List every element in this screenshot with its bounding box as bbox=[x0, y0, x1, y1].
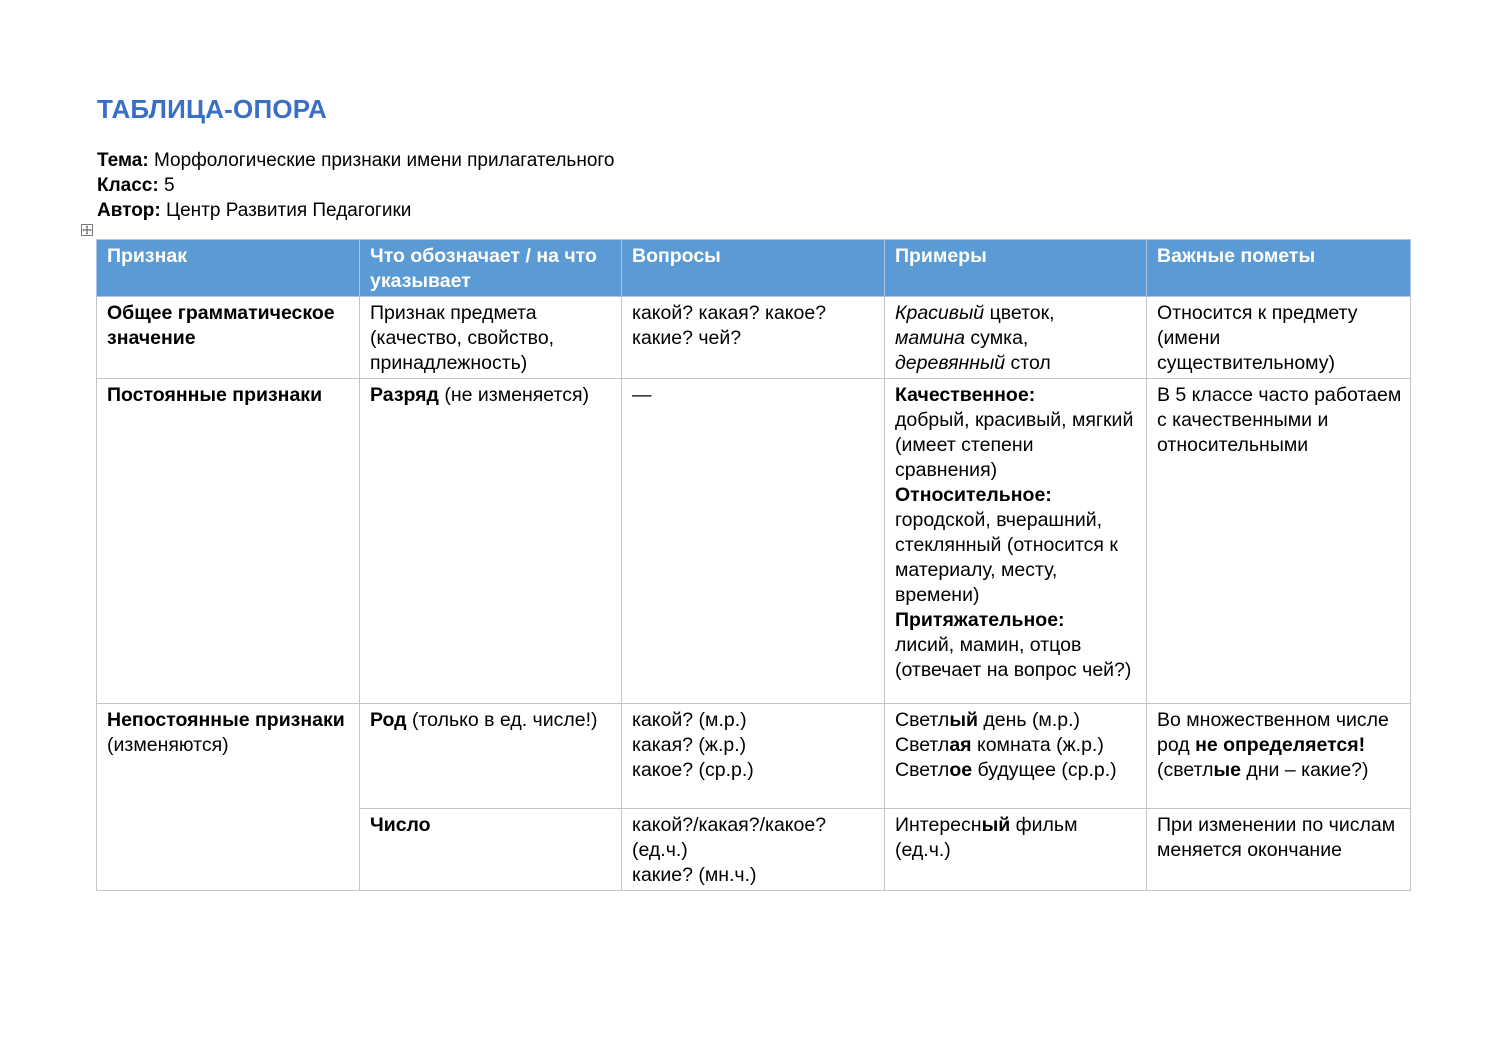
category-heading: Относительное: bbox=[895, 484, 1052, 506]
header-feature: Признак bbox=[97, 240, 360, 297]
meta-topic bbox=[97, 148, 614, 173]
example-noun: стол bbox=[1005, 352, 1051, 374]
cell-feature bbox=[97, 704, 360, 891]
question-line: какой? (м.р.) bbox=[632, 709, 747, 731]
example-adjective: деревянный bbox=[895, 352, 1006, 374]
example-rest: будущее (ср.р.) bbox=[972, 759, 1117, 781]
question-line: какое? (ср.р.) bbox=[632, 759, 754, 781]
cell-feature: Постоянные признаки bbox=[97, 379, 360, 704]
example-adjective: Красивый bbox=[895, 302, 985, 324]
cell-examples bbox=[885, 297, 1147, 379]
example-ending: ое bbox=[949, 759, 973, 781]
meaning-note: (только в ед. числе!) bbox=[406, 709, 598, 731]
category-text: городской, вчерашний, стеклянный (относится к материалу, месту, времени) bbox=[895, 509, 1118, 606]
cell-meaning bbox=[360, 704, 622, 809]
header-meaning: Что обозначает / на что указывает bbox=[360, 240, 622, 297]
example-rest: комната (ж.р.) bbox=[971, 734, 1104, 756]
example-rest: фильм (ед.ч.) bbox=[895, 814, 1078, 861]
category-text: лисий, мамин, отцов (отвечает на вопрос чей?) bbox=[895, 634, 1132, 681]
example-stem: Светл bbox=[895, 734, 950, 756]
example-noun: сумка, bbox=[965, 327, 1029, 349]
meaning-note: (не изменяется) bbox=[438, 384, 590, 406]
example-ending: ый bbox=[949, 709, 978, 731]
example-stem: Интересн bbox=[895, 814, 982, 836]
table-row bbox=[97, 704, 1411, 809]
meaning-term: Род bbox=[370, 709, 407, 731]
example-line bbox=[895, 326, 1138, 351]
example-line bbox=[895, 758, 1138, 783]
cell-feature: Общее грамматическое значение bbox=[97, 297, 360, 379]
feature-note: (изменяются) bbox=[107, 734, 229, 756]
example-line bbox=[895, 708, 1138, 733]
note-example bbox=[1157, 758, 1402, 783]
table-row bbox=[97, 379, 1411, 704]
example-ending: ая bbox=[949, 734, 972, 756]
header-examples: Примеры bbox=[885, 240, 1147, 297]
note-example-ending: ые bbox=[1213, 759, 1241, 781]
cell-examples bbox=[885, 809, 1147, 891]
question-line: какой?/какая?/какое? (ед.ч.) bbox=[632, 814, 827, 861]
meta-topic-key: Тема: bbox=[97, 150, 149, 171]
category-heading: Притяжательное: bbox=[895, 609, 1065, 631]
example-line bbox=[895, 351, 1138, 376]
note-example-rest: дни – какие?) bbox=[1240, 759, 1369, 781]
example-noun: цветок, bbox=[984, 302, 1055, 324]
cell-notes bbox=[1147, 704, 1411, 809]
cell-meaning: Признак предмета (качество, свойство, принадлежность) bbox=[360, 297, 622, 379]
meta-grade-value: 5 bbox=[158, 175, 175, 196]
note-example-stem: (светл bbox=[1157, 759, 1214, 781]
note-text: Во множественном числе род bbox=[1157, 709, 1389, 756]
header-notes: Важные пометы bbox=[1147, 240, 1411, 297]
example-line bbox=[895, 733, 1138, 758]
question-line: какая? (ж.р.) bbox=[632, 734, 747, 756]
cell-examples bbox=[885, 704, 1147, 809]
question-line: какие? (мн.ч.) bbox=[632, 864, 757, 886]
cell-meaning: Число bbox=[360, 809, 622, 891]
example-stem: Светл bbox=[895, 759, 950, 781]
example-line bbox=[895, 301, 1138, 326]
example-rest: день (м.р.) bbox=[977, 709, 1081, 731]
cell-questions bbox=[622, 809, 885, 891]
document-meta bbox=[97, 148, 614, 223]
meta-author-value: Центр Развития Педагогики bbox=[160, 200, 412, 221]
cell-meaning bbox=[360, 379, 622, 704]
table-header-row bbox=[97, 240, 1411, 297]
cell-questions: какой? какая? какое? какие? чей? bbox=[622, 297, 885, 379]
table-move-handle-icon[interactable] bbox=[81, 224, 93, 236]
meta-topic-value: Морфологические признаки имени прилагательного bbox=[148, 150, 615, 171]
meaning-term: Разряд bbox=[370, 384, 439, 406]
cell-examples bbox=[885, 379, 1147, 704]
cell-questions: — bbox=[622, 379, 885, 704]
meta-author bbox=[97, 198, 614, 223]
meta-grade bbox=[97, 173, 614, 198]
cell-questions bbox=[622, 704, 885, 809]
category-heading: Качественное: bbox=[895, 384, 1036, 406]
example-stem: Светл bbox=[895, 709, 950, 731]
table-row bbox=[97, 297, 1411, 379]
cell-notes: В 5 классе часто работаем с качественными и относительными bbox=[1147, 379, 1411, 704]
example-adjective: мамина bbox=[895, 327, 966, 349]
meta-grade-key: Класс: bbox=[97, 175, 159, 196]
page-title: ТАБЛИЦА-ОПОРА bbox=[97, 94, 327, 124]
example-ending: ый bbox=[981, 814, 1011, 836]
meta-author-key: Автор: bbox=[97, 200, 161, 221]
header-questions: Вопросы bbox=[622, 240, 885, 297]
category-text: добрый, красивый, мягкий (имеет степени сравнения) bbox=[895, 409, 1134, 481]
cell-notes: Относится к предмету (имени существительному) bbox=[1147, 297, 1411, 379]
feature-term: Непостоянные признаки bbox=[107, 709, 345, 731]
reference-table bbox=[96, 239, 1411, 891]
cell-notes: При изменении по числам меняется окончание bbox=[1147, 809, 1411, 891]
note-emphasis: не определяется! bbox=[1195, 734, 1366, 756]
